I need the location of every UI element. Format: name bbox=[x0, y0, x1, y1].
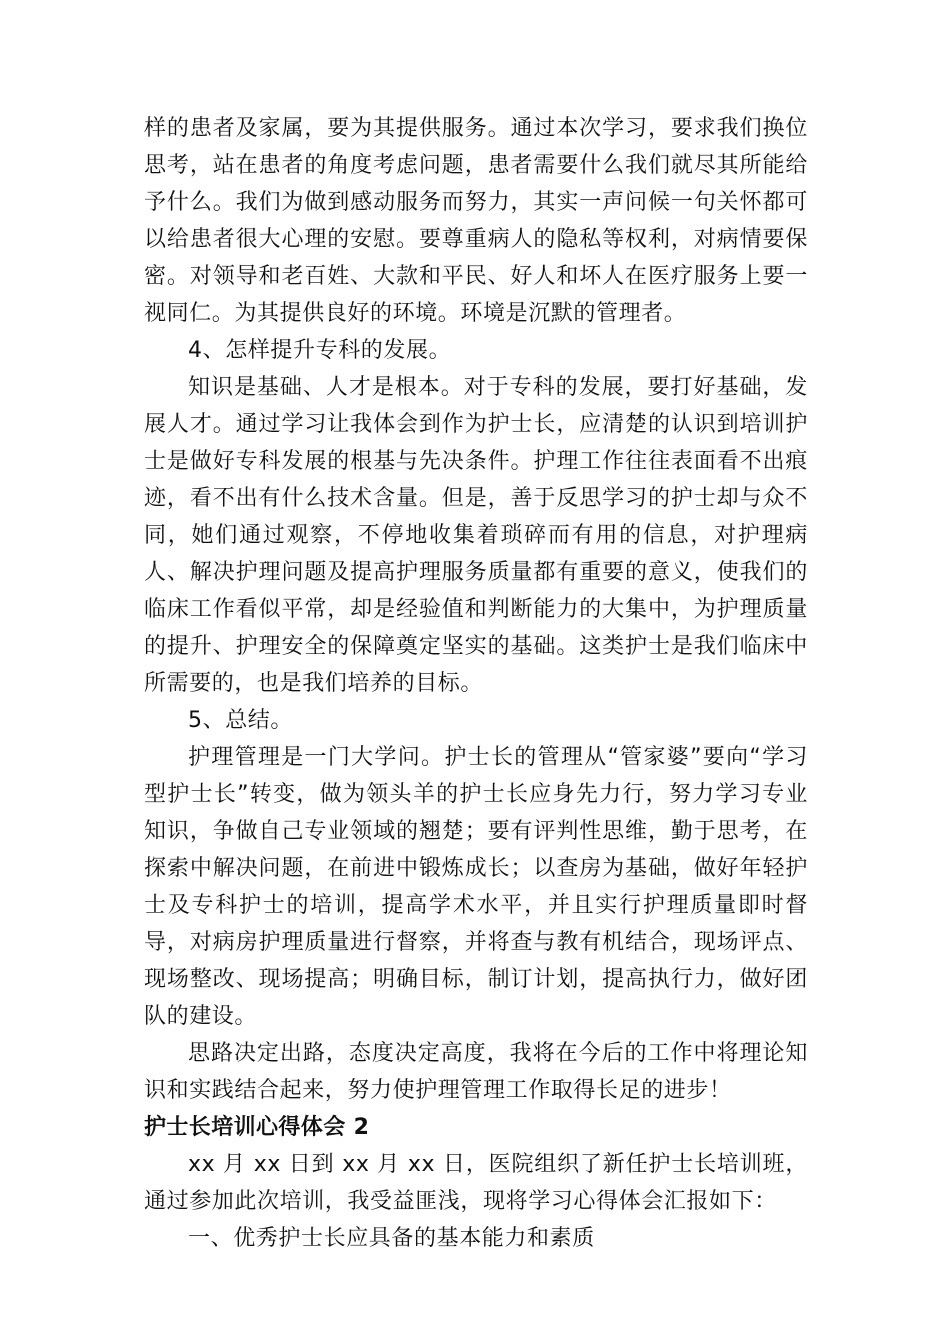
document-page bbox=[144, 110, 808, 1257]
paragraph-summary: 护理管理是一门大学问。护士长的管理从“管家婆”要向“学习型护士长”转变，做为领头羊的护士长应身先力行，努力学习专业知识，争做自己专业领域的翘楚；要有评判性思维，勤于思考，在探索中解决问题，在前进中锻炼成长；以查房为基础，做好年轻护士及专科护士的培训，提高学术水平，并且实行护理质量即时督导，对病房护理质量进行督察，并将查与教有机结合，现场评点、现场整改、现场提高；明确目标，制订计划，提高执行力，做好团队的建设。 bbox=[144, 745, 808, 1029]
paragraph-training-intro: xx 月 xx 日到 xx 月 xx 日，医院组织了新任护士长培训班，通过参加此次培训，我受益匪浅，现将学习心得体会汇报如下： bbox=[144, 1152, 808, 1214]
item-heading-one: 一、优秀护士长应具备的基本能力和素质 bbox=[188, 1226, 595, 1251]
item-heading-5: 5、总结。 bbox=[188, 708, 293, 733]
paragraph-patient-service: 样的患者及家属，要为其提供服务。通过本次学习，要求我们换位思考，站在患者的角度考虑问题，患者需要什么我们就尽其所能给予什么。我们为做到感动服务而努力，其实一声问候一句关怀都可以给患者很大心理的安慰。要尊重病人的隐私等权利，对病情要保密。对领导和老百姓、大款和平民、好人和坏人在医疗服务上要一视同仁。为其提供良好的环境。环境是沉默的管理者。 bbox=[144, 116, 808, 326]
paragraph-conclusion: 思路决定出路，态度决定高度，我将在今后的工作中将理论知识和实践结合起来，努力使护理管理工作取得长足的进步！ bbox=[144, 1041, 808, 1103]
section-title: 护士长培训心得体会 2 bbox=[144, 1115, 370, 1140]
paragraph-specialty-development: 知识是基础、人才是根本。对于专科的发展，要打好基础，发展人才。通过学习让我体会到作为护士长，应清楚的认识到培训护士是做好专科发展的根基与先决条件。护理工作往往表面看不出痕迹，看不出有什么技术含量。但是，善于反思学习的护士却与众不同，她们通过观察，不停地收集着琐碎而有用的信息，对护理病人、解决护理问题及提高护理服务质量都有重要的意义，使我们的临床工作看似平常，却是经验值和判断能力的大集中，为护理质量的提升、护理安全的保障奠定坚实的基础。这类护士是我们临床中所需要的，也是我们培养的目标。 bbox=[144, 375, 808, 696]
item-heading-4: 4、怎样提升专科的发展。 bbox=[188, 338, 452, 363]
